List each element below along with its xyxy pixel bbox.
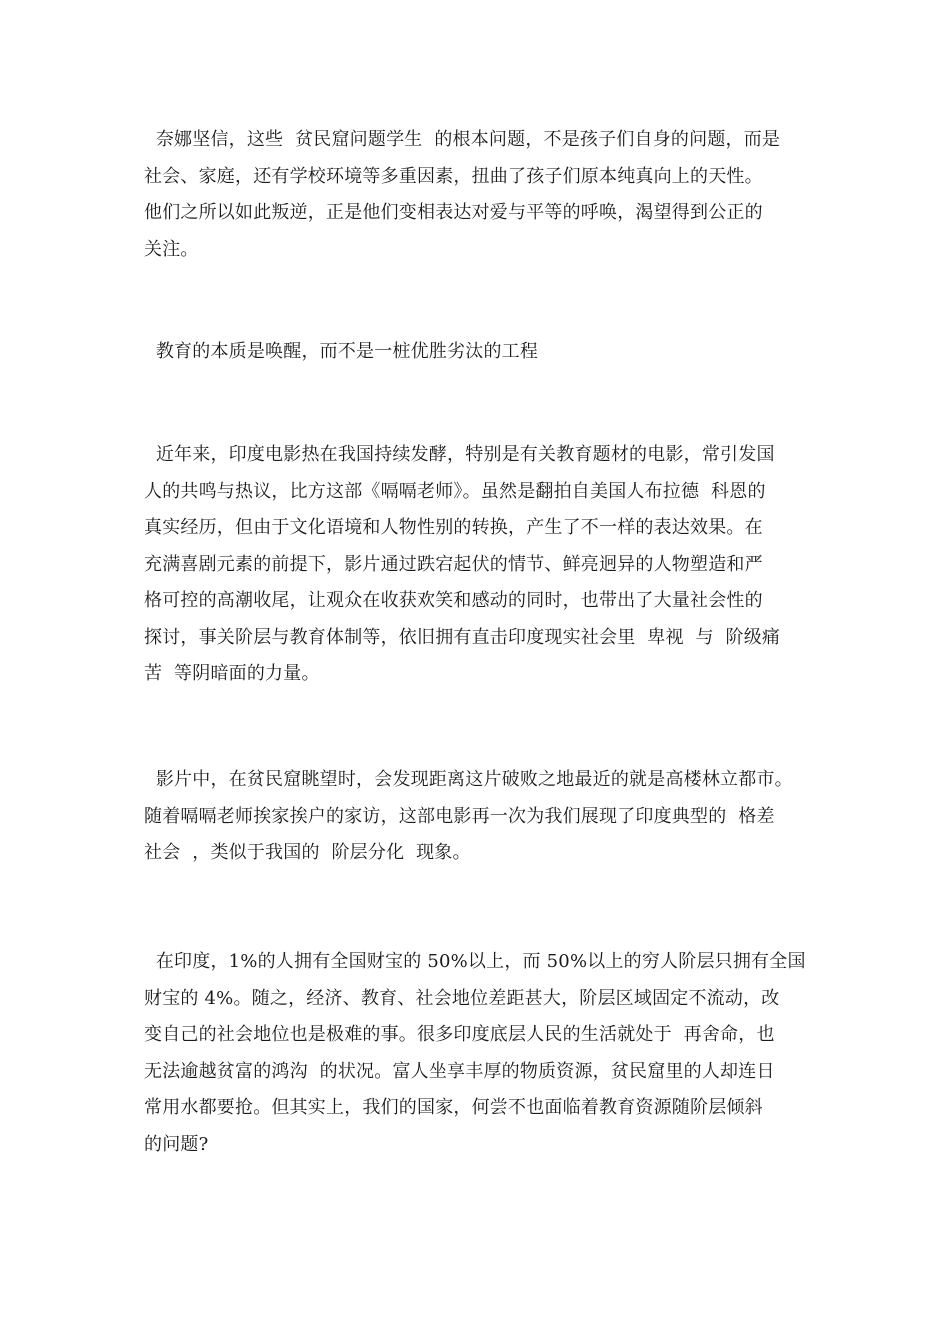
text-line: 探讨，事关阶层与教育体制等，依旧拥有直击印度现实社会里 卑视 与 阶级痛 [144,626,781,648]
text-line: 人的共鸣与热议，比方这部《嗝嗝老师》。虽然是翻拍自美国人布拉德 科恩的 [144,480,766,502]
paragraph-film-overview [144,437,824,693]
text-line: 在印度，1%的人拥有全国财宝的 50%以上，而 50%以上的穷人阶层只拥有全国 [144,951,806,972]
text-line: 的问题? [144,1133,209,1155]
text-line: 苦 等阴暗面的力量。 [144,663,320,684]
text-line: 真实经历，但由于文化语境和人物性别的转换，产生了不一样的表达效果。在 [144,517,763,538]
text-line: 随着嗝嗝老师挨家挨户的家访，这部电影再一次为我们展现了印度典型的 格差 [144,805,775,827]
text-line: 近年来，印度电影热在我国持续发酵，特别是有关教育题材的电影，常引发国 [144,444,775,465]
text-line: 奈娜坚信，这些 贫民窟问题学生 的根本问题，不是孩子们自身的问题，而是 [144,129,781,150]
text-line: 充满喜剧元素的前提下，影片通过跌宕起伏的情节、鲜亮迥异的人物塑造和严 [144,553,763,575]
text-line: 常用水都要抢。但其实上，我们的国家，何尝不也面临着教育资源随阶层倾斜 [144,1097,763,1118]
paragraph-intro [144,122,824,268]
section-heading-text: 教育的本质是唤醒，而不是一桩优胜劣汰的工程 [144,341,539,362]
section-heading [144,334,824,371]
text-line: 社会、家庭，还有学校环境等多重因素，扭曲了孩子们原本纯真向上的天性。 [144,165,763,187]
paragraph-wealth-gap [144,944,824,1163]
text-line: 社会 ，类似于我国的 阶层分化 现象。 [144,842,471,863]
paragraph-slum-view [144,762,824,872]
text-line: 关注。 [144,238,199,260]
text-line: 他们之所以如此叛逆，正是他们变相表达对爱与平等的呼唤，渴望得到公正的 [144,202,763,223]
text-line: 财宝的 4%。随之，经济、教育、社会地位差距甚大，阶层区域固定不流动，改 [144,987,780,1009]
text-line: 变自己的社会地位也是极难的事。很多印度底层人民的生活就处于 再舍命，也 [144,1024,775,1045]
text-line: 格可控的高潮收尾，让观众在收获欢笑和感动的同时，也带出了大量社会性的 [144,590,763,611]
text-line: 影片中，在贫民窟眺望时，会发现距离这片破败之地最近的就是高楼林立都市。 [144,769,793,790]
text-line: 无法逾越贫富的鸿沟 的状况。富人坐享丰厚的物质资源，贫民窟里的人却连日 [144,1060,775,1082]
